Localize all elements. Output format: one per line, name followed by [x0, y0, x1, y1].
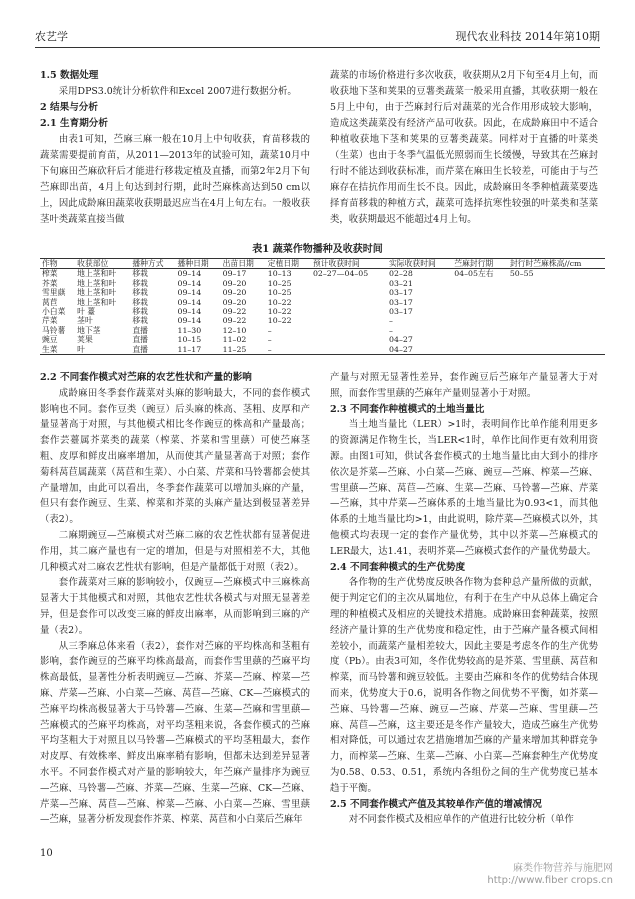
- table-header: 封行时苎麻株高//cm: [508, 259, 605, 269]
- section-2-4-title: 2.4 不同套种模式的生产优势度: [330, 561, 466, 573]
- table-cell: 09–14: [177, 278, 202, 288]
- table-row: [40, 269, 605, 279]
- table-cell: [452, 307, 508, 316]
- table-cell: [508, 307, 605, 316]
- section-2-4-text: 各作物的生产优势度反映各作物为套种总产量所做的贡献，便于判定它们的主次从属地位，有利于在生产中从总体上确定合理的种植模式及相应的关键技术措施。成龄麻田套种蔬菜，按照经济产量计算的生产优势度和稳定性，由于苎麻产量各模式间相差较小，而蔬菜产量相差较大，因此主要是考虑冬作的生产优势度（Pb）。由表3可知，冬作优势较高的是芥菜、雪里蕻、莴苣和榨菜，而马铃薯和豌豆较低。主要由苎麻和冬作的优势结合体现而来，优势度大于0.6，说明各作物之间优势不平衡，如芥菜—苎麻、马铃薯—苎麻、豌豆—苎麻、芹菜—苎麻、雪里蕻—苎麻、莴苣—苎麻，这主要还是冬作产量较大，造成苎麻生产优势相对降低，可以通过农艺措施增加苎麻的产量来增加其种群竞争力，而榨菜—苎麻、生菜—苎麻、小白菜—苎麻套种生产优势度为0.58、0.53、0.51，系统内各组份之间的生产优势度已基本趋于平衡。: [330, 577, 598, 794]
- section-2-5-title: 2.5 不同套作模式产值及其较单作产值的增减情况: [330, 798, 542, 810]
- table-cell: 09–20: [222, 288, 247, 298]
- table-header: 苎麻封行期: [452, 259, 508, 269]
- table-cell: 直播: [130, 345, 175, 355]
- table-cell: –: [389, 325, 393, 335]
- table-cell: 荚果: [77, 335, 93, 345]
- table-unit: cm: [569, 259, 582, 268]
- section-2-2-title: 2.2 不同套作模式对苎麻的农艺性状和产量的影响: [40, 372, 252, 383]
- table-row: [40, 279, 605, 288]
- table-cell: 莴苣: [42, 297, 58, 307]
- table-cell: 马铃薯: [42, 325, 66, 335]
- table-cell: [311, 326, 387, 335]
- table-cell: 地上茎和叶: [77, 278, 117, 288]
- table-cell: 03–17: [389, 307, 413, 317]
- table-cell: –: [266, 345, 311, 355]
- table-cell: 09–20: [222, 297, 247, 307]
- table-cell: [452, 298, 508, 307]
- table-cell: [452, 316, 508, 325]
- table-cell: [508, 345, 605, 355]
- table-cell: [311, 307, 387, 316]
- table-row: [40, 326, 605, 335]
- table-header: 播种日期: [175, 259, 220, 269]
- page-header: [35, 28, 600, 46]
- table-cell: 直播: [132, 325, 148, 335]
- section-2-2-p1: 成龄麻田冬季套作蔬菜对头麻的影响最大，不同的套作模式影响也不同。套作豆类（豌豆）后头麻的株高、茎粗、皮厚和产量显著高于对照，与其他模式相比冬作豌豆的株高和产量最高；套作芸薹属芥菜类的蔬菜（榨菜、芥菜和雪里蕻）可使苎麻茎粗、皮厚和鲜皮出麻率增加，从而使其产量显著高于对照；套作菊科莴苣属蔬菜（莴苣和生菜）、小白菜、芹菜和马铃薯都会使其产量增加，由此可以看出，冬季套作蔬菜可以增加头麻的产量，但只有套作豌豆、生菜、榨菜和芥菜的头麻产量达到极显著差异（表2）。: [40, 387, 310, 526]
- table-cell: [452, 288, 508, 297]
- table-cell: 豌豆: [42, 335, 58, 345]
- table-cell: 09–22: [222, 316, 247, 326]
- table-cell: 09–20: [222, 278, 247, 288]
- table-cell: 02–28: [389, 269, 413, 279]
- table-cell: 地上茎和叶: [77, 269, 117, 279]
- table-cell: 11–25: [221, 345, 266, 355]
- table-cell: [311, 316, 387, 325]
- table-cell: 叶 薹: [77, 307, 96, 317]
- table-cell: 10–22: [267, 307, 292, 317]
- table-cell: 生菜: [40, 345, 75, 355]
- table-cell: 09–14: [177, 288, 202, 298]
- table-cell: 02–27—04–05: [312, 269, 369, 279]
- table-cell: 叶: [75, 345, 130, 355]
- table-cell: [508, 335, 605, 344]
- section-1-5-title: 1.5 数据处理: [40, 70, 99, 81]
- table-cell: 10–13: [267, 269, 292, 279]
- section-2-1-title: 2.1 生育期分析: [40, 118, 108, 129]
- header-rule: [35, 47, 600, 48]
- table-cell: 雪里蕻: [42, 288, 66, 298]
- table-cell: 11–02: [222, 335, 247, 345]
- table-cell: 小白菜: [42, 307, 66, 317]
- table-cell: 10–15: [177, 335, 202, 345]
- table-cell: [508, 326, 605, 335]
- table-cell: 04–27: [389, 335, 413, 345]
- table-header: 播种方式: [130, 259, 175, 269]
- table-1: [40, 258, 605, 355]
- table-cell: 09–14: [177, 297, 202, 307]
- table-cell: 11–17: [175, 345, 220, 355]
- section-2-3-title: 2.3 不同套作种植模式的土地当量比: [330, 403, 485, 415]
- table-cell: 09–17: [222, 269, 247, 279]
- section-2-3-text: 当土地当量比（LER）>1时，表明间作比单作能利用更多的资源满足作物生长，当LER<1时，单作比间作更有效利用资源。由图1可知，供试各套作模式的土地当量比由大到小的排序依次是芥菜—苎麻、小白菜—苎麻、豌豆—苎麻、榨菜—苎麻、雪里蕻—苎麻、莴苣—苎麻、生菜—苎麻、马铃薯—苎麻、芹菜—苎麻，其中芹菜—苎麻体系的土地当量比为0.93<1，而其他体系的土地当量比均>1，由此说明，除芹菜—苎麻模式以外，其他模式均表现一定的套作产量优势，其中以芥菜—苎麻模式的LER最大，达1.41，表明芥菜—苎麻模式套作的产量优势最大。: [330, 419, 598, 557]
- table-cell: 直播: [132, 335, 148, 345]
- table-header: 作物: [40, 259, 75, 269]
- section-2-title: 2 结果与分析: [40, 102, 98, 113]
- right-column-top: [330, 68, 598, 228]
- table-cell: 地上茎和叶: [77, 288, 117, 298]
- table-cell: 03–17: [389, 297, 413, 307]
- table-cell: [508, 288, 605, 297]
- table-cell: [311, 335, 387, 344]
- table-cell: –: [389, 316, 393, 326]
- table-cell: 移栽: [132, 269, 148, 279]
- left-column-bottom: [40, 370, 310, 828]
- table-cell: [452, 335, 508, 344]
- table-cell: 09–14: [177, 269, 202, 279]
- table-cell: 地上茎和叶: [77, 297, 117, 307]
- table-cell: [452, 279, 508, 288]
- table-cell: –: [267, 335, 272, 345]
- right-bottom-continued: 产量与对照无显著性差异，套作豌豆后苎麻年产量显著大于对照，而套作雪里蕻的苎麻年产量则显著小于对照。: [330, 372, 598, 399]
- table-cell: [311, 298, 387, 307]
- table-cell: 04–27: [387, 345, 452, 355]
- section-2-2-p3: 套作蔬菜对三麻的影响较小，仅豌豆—苎麻模式中三麻株高显著大于其他模式和对照，其他农艺性状各模式与对照无显著差异，但是套作可以改变三麻的鲜皮出麻率，从而影响到三麻的产量（表2）。: [40, 577, 310, 636]
- journal-issue: 现代农业科技 2014年第10期: [455, 30, 600, 43]
- table-row: [40, 335, 605, 344]
- section-2-5-text: 对不同套作模式及相应单作的产值进行比较分析（单作: [348, 814, 574, 826]
- section-2-2-p4: 从三季麻总体来看（表2），套作对苎麻的平均株高和茎粗有影响，套作豌豆的苎麻平均株高最高，而套作雪里蕻的苎麻平均株高最低，显著性分析表明豌豆—苎麻、芥菜—苎麻、榨菜—苎麻、芹菜—苎麻、小白菜—苎麻、莴苣—苎麻、CK—苎麻模式的苎麻平均株高极显著大于马铃薯—苎麻、生菜—苎麻和雪里蕻—苎麻模式的苎麻平均株高，对平均茎粗来说，各套作模式的苎麻平均茎粗大于对照且以马铃薯—苎麻模式的平均茎粗最大，套作对皮厚、有效株率、鲜皮出麻率稍有影响，但都未达到差异显著水平。不同套作模式对产量的影响较大，年苎麻产量排序为豌豆—苎麻、马铃薯—苎麻、芥菜—苎麻、生菜—苎麻、CK—苎麻、芹菜—苎麻、莴苣—苎麻、榨菜—苎麻、小白菜—苎麻、雪里蕻—苎麻，显著分析发现套作芥菜、榨菜、莴苣和小白菜后苎麻年: [40, 640, 310, 826]
- table-body: [40, 269, 605, 355]
- table-cell: 芥菜: [42, 278, 58, 288]
- table-header: 收获部位: [75, 259, 130, 269]
- section-2-2-p2: 二麻期豌豆—苎麻模式对苎麻二麻的农艺性状都有显著促进作用，其二麻产量也有一定的增加，但是与对照相差不大，其他几种模式对二麻农艺性状有影响，但是产量都低于对照（表2）。: [40, 529, 310, 573]
- table-cell: 移栽: [132, 278, 148, 288]
- page-number: 10: [40, 848, 53, 859]
- table-cell: 50–55: [509, 269, 534, 279]
- table-cell: 移栽: [132, 316, 148, 326]
- table-header: 定植日期: [266, 259, 311, 269]
- table-cell: 移栽: [132, 307, 148, 317]
- table-header: 实际收获时间: [387, 259, 452, 269]
- table-cell: 09–22: [222, 307, 247, 317]
- table-cell: 芹菜: [42, 316, 58, 326]
- table-cell: 10–25: [267, 278, 292, 288]
- table-cell: –: [267, 325, 272, 335]
- table-cell: 09–14: [177, 307, 202, 317]
- table-cell: 04–05左右: [454, 269, 494, 279]
- table-header: 出苗日期: [221, 259, 266, 269]
- journal-section: 农艺学: [35, 30, 68, 43]
- table-cell: 10–22: [267, 316, 292, 326]
- table-row: [40, 307, 605, 316]
- table-cell: 10–22: [267, 297, 292, 307]
- table-row: [40, 288, 605, 297]
- table-cell: [452, 345, 508, 355]
- table-cell: 移栽: [132, 288, 148, 298]
- table-header: 预计收获时间: [311, 259, 387, 269]
- table-cell: [508, 316, 605, 325]
- table-cell: 地下茎: [77, 325, 101, 335]
- section-2-1-text: 由表1可知，苎麻三麻一般在10月上中旬收获，育苗移栽的蔬菜需要提前育苗，从2011—2013年的试验可知，蔬菜10月中下旬麻田苎麻砍秆后才能进行移栽定植及直播，而第2年2月下旬苎麻即出苗，4月上旬达到封行期，此时苎麻株高达到50 cm以上，因此成龄麻田蔬菜收获期最迟应当在4月上旬左右。一般收获茎叶类蔬菜直接当做: [40, 134, 310, 225]
- table-row: [40, 345, 605, 355]
- table-cell: [508, 279, 605, 288]
- table-cell: [311, 288, 387, 297]
- table-cell: 茎叶: [77, 316, 93, 326]
- site-watermark: 麻类作物营养与施肥网 http://www.fiber crops.cn: [487, 863, 613, 886]
- table-cell: [311, 279, 387, 288]
- table-cell: 09–14: [177, 316, 202, 326]
- table-cell: [452, 326, 508, 335]
- table-header-row: [40, 259, 605, 269]
- table-cell: 03–21: [389, 278, 413, 288]
- table-cell: 榨菜: [42, 269, 58, 279]
- table-cell: 10–25: [267, 288, 292, 298]
- table-row: [40, 298, 605, 307]
- left-column-top: [40, 68, 310, 228]
- table-1-title: 表1 蔬菜作物播种及收获时间: [252, 244, 383, 255]
- right-column-bottom: [330, 370, 598, 828]
- table-cell: 03–17: [389, 288, 413, 298]
- table-cell: [311, 345, 387, 355]
- section-1-5-text: 采用DPS3.0统计分析软件和Excel 2007进行数据分析。: [58, 86, 297, 97]
- table-row: [40, 316, 605, 325]
- right-top-text: 蔬菜的市场价格进行多次收获，收获期从2月下旬至4月上旬，而收获地下茎和荚果的豆薯类蔬菜一般采用直播，其收获期一般在5月上中旬，由于苎麻封行后对蔬菜的光合作用形成较大影响，造成这类蔬菜没有经济产品可收获。因此，在成龄麻田中不适合种植收获地下茎和荚果的豆薯类蔬菜。同样对于直播的叶菜类（生菜）也由于冬季气温低光照弱而生长缓慢，导致其在苎麻封行时不能达到收获标准，而芹菜在麻田生长较差，可能由于与苎麻存在拮抗作用而生长不良。因此，成龄麻田冬季种植蔬菜要选择育苗移栽的种植方式，蔬菜可选择抗寒性较强的叶菜类和茎菜类，收获期最迟不能超过4月上旬。: [330, 70, 598, 225]
- table-cell: 12–10: [222, 325, 247, 335]
- table-cell: 11–30: [177, 325, 202, 335]
- table-cell: 移栽: [132, 297, 148, 307]
- table-cell: [508, 298, 605, 307]
